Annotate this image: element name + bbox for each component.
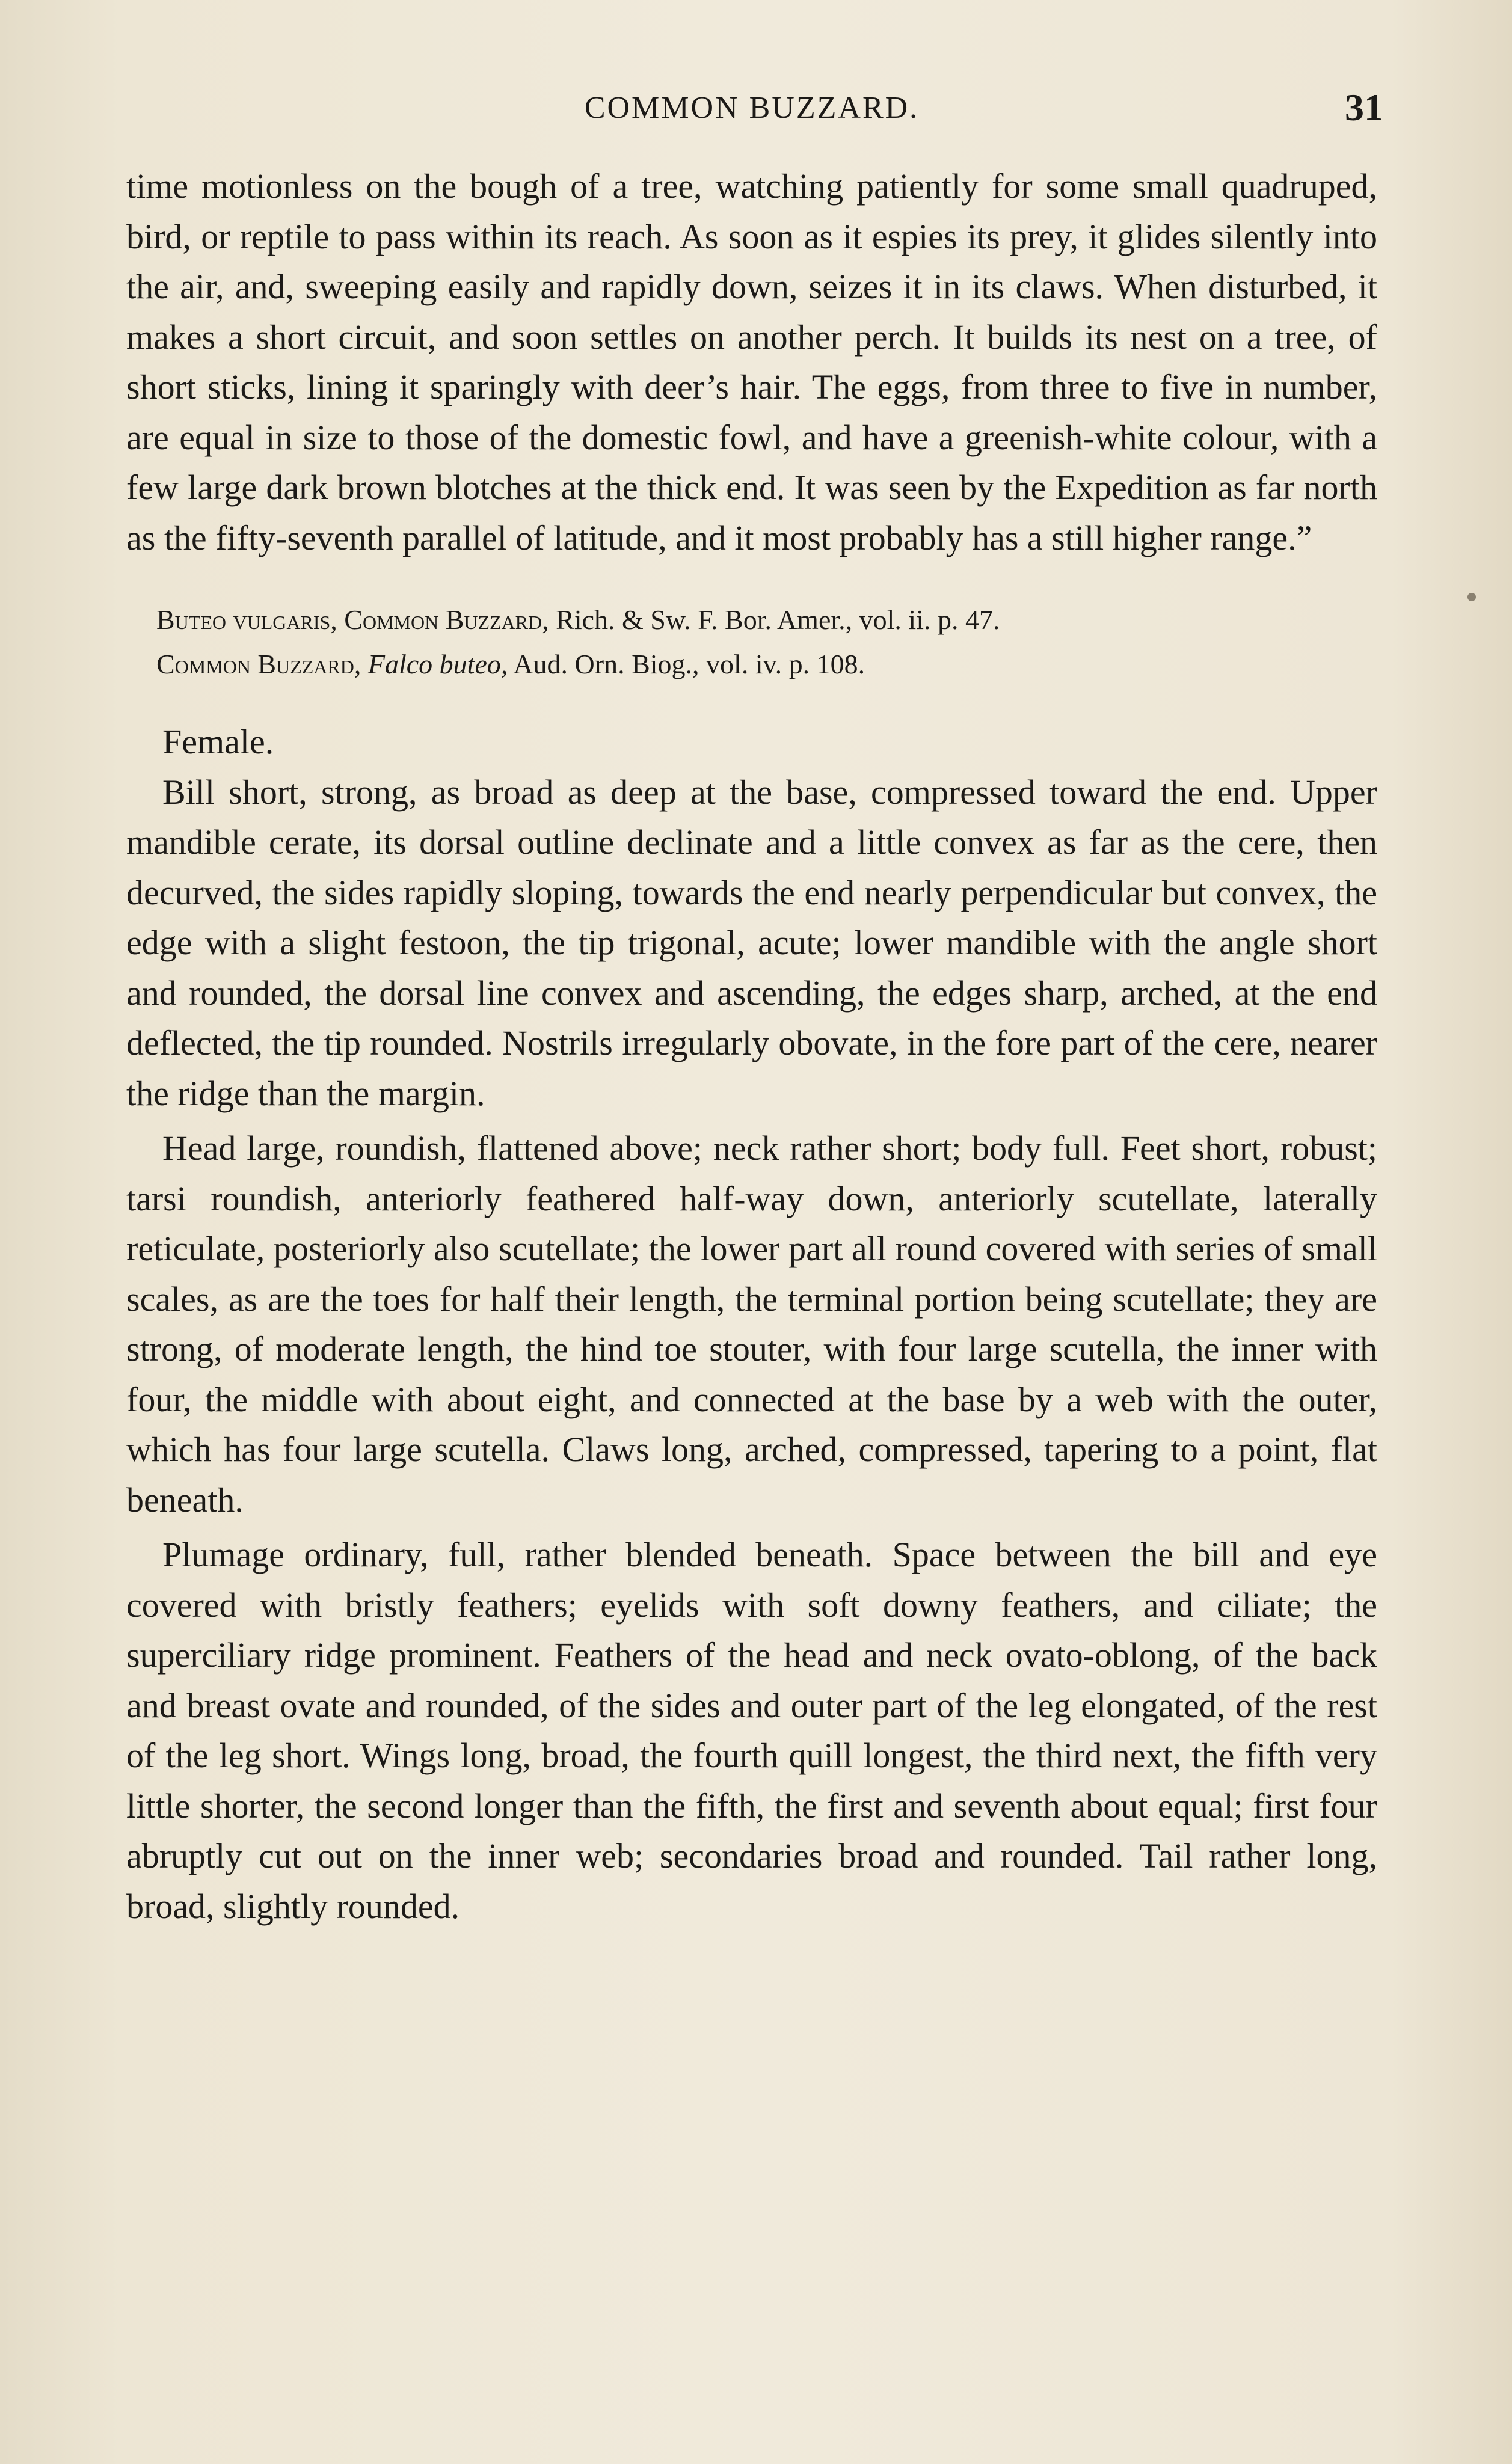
sex-label: Female. — [162, 722, 274, 761]
page-number: 31 — [1345, 86, 1383, 129]
reference-citation: Aud. Orn. Biog., vol. iv. p. 108. — [508, 649, 865, 679]
reference-scientific-name: Falco buteo, — [367, 649, 508, 679]
paragraph-continued-quote: time motionless on the bough of a tree, watching patiently for some small quadruped, bird, or reptile to pass within its reach. As soon as it espies its prey, it glides silently into the air, and, sweeping easily and rapidly down, seizes it in its claws. When disturbed, it makes a short circuit, and soon settles on another perch. It builds its nest on a tree, of short sticks, lining it sparingly with deer’s hair. The eggs, from three to five in number, are equal in size to those of the domestic fowl, and have a greenish-white colour, with a few large dark brown blotches at the thick end. It was seen by the Expedition as far north as the fifty-seventh parallel of latitude, and it most probably has a still higher range.” — [126, 167, 1377, 557]
body-text — [126, 161, 1377, 1931]
paragraph-bill: Bill short, strong, as broad as deep at the base, compressed toward the end. Upper mandible cerate, its dorsal outline declinate and a little convex as far as the cere, then decurved, the sides rapidly sloping, towards the end nearly perpendicular but convex, the edge with a slight festoon, the tip trigonal, acute; lower mandible with the angle short and rounded, the dorsal line convex and ascending, the edges sharp, arched, at the end deflected, the tip rounded. Nostrils irregularly obovate, in the fore part of the cere, nearer the ridge than the margin. — [126, 772, 1377, 1113]
running-head: COMMON BUZZARD. — [584, 91, 920, 125]
spacer — [126, 1118, 1377, 1123]
reference-line — [126, 598, 1377, 642]
reference-citation: Rich. & Sw. F. Bor. Amer., vol. ii. p. 47. — [549, 604, 1000, 635]
page-header — [120, 86, 1383, 138]
reference-name: Buteo vulgaris, Common Buzzard, — [156, 604, 549, 635]
reference-name: Common Buzzard, — [156, 649, 361, 679]
synonymy-references — [126, 598, 1377, 687]
paragraph-head-feet: Head large, roundish, flattened above; neck rather short; body full. Feet short, robust; tarsi roundish, anteriorly feathered half-way down, anteriorly scutellate, laterally reticulate, posteriorly also scutellate; the lower part all round covered with series of small scales, as are the toes for half their length, the terminal portion being scutellate; they are strong, of moderate length, the hind toe stouter, with four large scutella, the inner with four, the middle with about eight, and connected at the base by a web with the outer, which has four large scutella. Claws long, arched, compressed, tapering to a point, flat beneath. — [126, 1129, 1377, 1519]
spacer — [126, 1525, 1377, 1530]
paragraph-plumage: Plumage ordinary, full, rather blended beneath. Space between the bill and eye covered with bristly feathers; eyelids with soft downy feathers, and ciliate; the superciliary ridge prominent. Feathers of the head and neck ovato-oblong, of the back and breast ovate and rounded, of the sides and outer part of the leg elongated, of the rest of the leg short. Wings long, broad, the fourth quill longest, the third next, the fifth very little shorter, the second longer than the fifth, the first and seventh about equal; first four abruptly cut out on the inner web; secondaries broad and rounded. Tail rather long, broad, slightly rounded. — [126, 1535, 1377, 1926]
paper-speck — [1467, 593, 1476, 601]
reference-line — [126, 642, 1377, 687]
spacer — [126, 687, 1377, 717]
